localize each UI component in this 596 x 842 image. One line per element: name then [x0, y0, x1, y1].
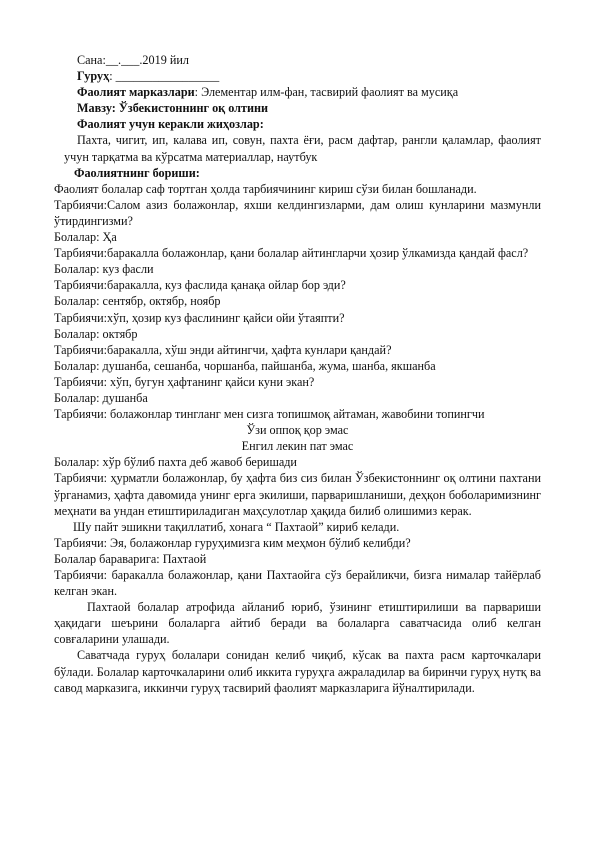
paragraph-16: Тарбиячи: ҳурматли болажонлар, бу ҳафта биз сиз билан Ўзбекистоннинг оқ олтини пахтани ўрганамиз, ҳафта давомида унинг ерга экилиши, парваришланиши, деҳқон боболаримизнинг меҳнати ва ундан етиштириладиган маҳсулотлар ҳақида билиб олишимиз керак.	[54, 471, 541, 518]
activity-centers-label: Фаолият марказлари	[77, 85, 195, 100]
topic-line	[54, 100, 541, 116]
paragraph-19: Болалар бараварига: Пахтаой	[54, 551, 207, 566]
paragraph-18: Тарбиячи: Эя, болажонлар гуруҳимизга ким меҳмон бўлиб келибди?	[54, 535, 411, 550]
materials-list: Пахта, чигит, ип, калава ип, совун, пахта ёғи, расм дафтар, рангли қаламлар, фаолият учун тарқатма ва кўрсатма материаллар, наутбук	[64, 133, 541, 164]
paragraph-10: Тарбиячи:баракалла, хўш энди айтингчи, ҳафта кунлари қандай?	[54, 342, 392, 357]
paragraph-6: Тарбиячи:баракалла, куз фаслида қанақа ойлар бор эди?	[54, 278, 346, 293]
process-heading	[54, 165, 541, 181]
materials-label: Фаолият учун керакли жиҳозлар:	[77, 117, 264, 132]
materials-heading	[54, 116, 541, 132]
paragraph-15: Болалар: хўр бўлиб пахта деб жавоб беришади	[54, 455, 297, 470]
paragraph-5: Болалар: куз фасли	[54, 262, 154, 277]
group-line	[54, 68, 541, 84]
paragraph-9: Болалар: октябр	[54, 326, 138, 341]
date-line: Сана:__.___.2019 йил	[77, 53, 189, 67]
paragraph-11: Болалар: душанба, сешанба, чоршанба, пайшанба, жума, шанба, якшанба	[54, 358, 436, 373]
paragraph-21: Пахтаой болалар атрофида айланиб юриб, ўзининг етиштирилиши ва парвариши ҳақидаги шеърини болаларга айтиб беради ва болаларга саватчасида олиб келган совғаларини улашади.	[54, 600, 541, 647]
paragraph-13: Болалар: душанба	[54, 390, 148, 405]
paragraph-2: Тарбиячи:Салом азиз болажонлар, яхши келдингизларми, дам олиш кунларини мазмунли ўтирдингизми?	[54, 197, 541, 228]
paragraph-4: Тарбиячи:баракалла болажонлар, қани болалар айтингларчи ҳозир ўлкамизда қандай фасл?	[54, 246, 529, 261]
paragraph-14: Тарбиячи: болажонлар тингланг мен сизга топишмоқ айтаман, жавобини топингчи	[54, 407, 485, 422]
group-value: : _________________	[109, 69, 220, 84]
paragraph-12: Тарбиячи: хўп, бугун ҳафтанинг қайси куни экан?	[54, 374, 315, 389]
riddle-line-1: Ўзи оппоқ қор эмас	[246, 423, 349, 438]
activity-centers-line	[54, 84, 541, 100]
paragraph-8: Тарбиячи:хўп, ҳозир куз фаслининг қайси ойи ўтаяпти?	[54, 310, 345, 325]
paragraph-17: Шу пайт эшикни тақиллатиб, хонага “ Пахтаой” кириб келади.	[73, 519, 400, 534]
activity-centers-value: : Элементар илм-фан, тасвирий фаолият ва мусиқа	[194, 85, 459, 100]
process-label: Фаолиятнинг бориши:	[74, 165, 200, 180]
paragraph-20: Тарбиячи: баракалла болажонлар, қани Пахтаойга сўз берайликчи, бизга нималар тайёрлаб келган экан.	[54, 568, 541, 599]
document-page	[54, 52, 541, 696]
paragraph-7: Болалар: сентябр, октябр, ноябр	[54, 294, 221, 309]
riddle-line-2: Енгил лекин пат эмас	[241, 439, 354, 454]
group-label: Гуруҳ	[77, 69, 110, 84]
paragraph-1: Фаолият болалар саф тортган ҳолда тарбиячининг кириш сўзи билан бошланади.	[54, 181, 477, 196]
paragraph-22: Саватчада гуруҳ болалари сонидан келиб чиқиб, кўсак ва пахта расм карточкалари бўлади. Болалар карточкаларини олиб иккита гуруҳга ажраладилар ва биринчи гуруҳ нутқ ва савод марказига, иккинчи гуруҳ тасвирий фаолият марказларига йўналтирилади.	[54, 648, 541, 695]
topic-title: Мавзу: Ўзбекистоннинг оқ олтини	[77, 101, 269, 116]
paragraph-3: Болалар: Ҳа	[54, 230, 117, 245]
